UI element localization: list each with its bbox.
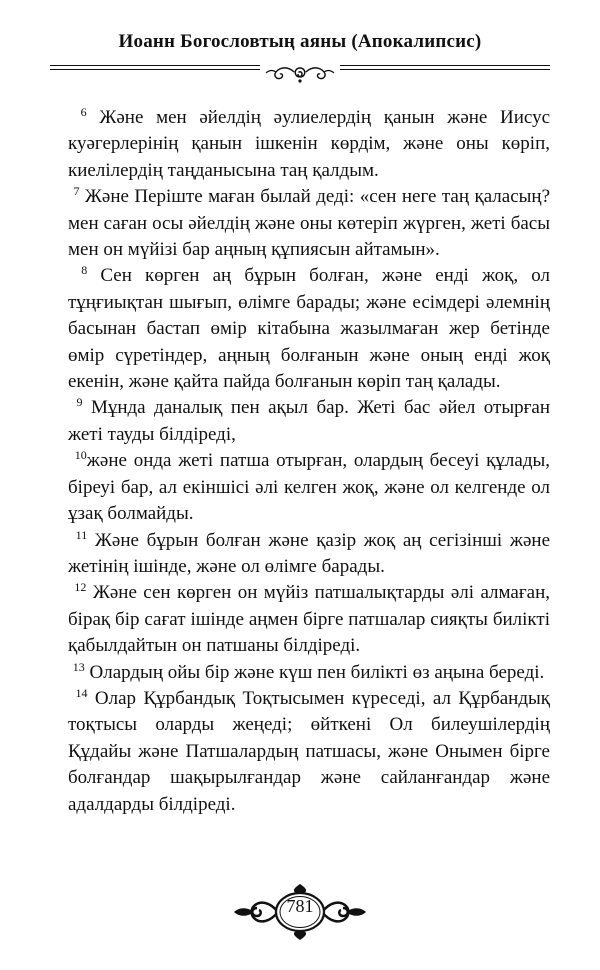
verse-text: Және бұрын болған және қазір жоқ аң сегізінші және жетінің ішінде, және ол өлімге барады. bbox=[68, 529, 550, 577]
verse-number: 11 bbox=[75, 527, 88, 542]
verse-paragraph bbox=[68, 105, 550, 184]
running-header-title: Иоанн Богословтың аяны (Апокалипсис) bbox=[118, 31, 482, 52]
verse-number: 7 bbox=[73, 184, 80, 199]
verse-number: 14 bbox=[75, 685, 88, 700]
verse-paragraph bbox=[68, 580, 550, 659]
verse-number: 9 bbox=[76, 395, 83, 410]
header-ornament-icon bbox=[260, 63, 340, 85]
verse-number: 6 bbox=[80, 105, 87, 119]
verse-number: 12 bbox=[74, 580, 87, 595]
verse-number: 10 bbox=[74, 448, 87, 463]
verse-paragraph bbox=[68, 686, 550, 818]
verse-text: Мұнда даналық пен ақыл бар. Жеті бас әйел отырған жеті тауды білдіреді, bbox=[68, 397, 551, 445]
verse-number: 8 bbox=[81, 263, 88, 278]
verse-text-body bbox=[68, 105, 550, 818]
verse-paragraph bbox=[68, 528, 550, 581]
verse-paragraph bbox=[68, 184, 550, 263]
verse-text: Және мен әйелдің әулиелердің қанын және Иисус куәгерлерінің қанын ішкенін көрдім, және оны көріп, киелілердің таңданысына таң қалдым. bbox=[68, 107, 551, 181]
verse-text: Және Періште маған былай деді: «сен неге таң қаласың? мен саған осы әйелдің және оны көтеріп жүрген, жеті басы мен он мүйізі бар аңның құпиясын айтамын». bbox=[68, 186, 551, 261]
page-number: 781 bbox=[286, 896, 314, 916]
verse-paragraph bbox=[68, 395, 550, 448]
verse-text: Олардың ойы бір және күш пен билікті өз аңына береді. bbox=[89, 661, 545, 683]
verse-paragraph bbox=[68, 263, 550, 395]
verse-text: Сен көрген аң бұрын болған, және енді жоқ, ол тұңғиықтан шығып, өлімге барады; және есімдері әлемнің басынан бастап өмір кітабына жазылмаған жер бетінде өмір сүретіндер, аңның болғанын және оның енді жоқ екенін, және қайта пайда болғанын көріп таң қалады. bbox=[68, 265, 551, 393]
verse-number: 13 bbox=[72, 659, 85, 674]
verse-text: Және сен көрген он мүйіз патшалықтарды әлі алмаған, бірақ бір сағат ішінде аңмен бірге патшалар сияқты билікті қабылдайтын он патшаны білдіреді. bbox=[68, 582, 551, 657]
verse-text: және онда жеті патша отырған, олардың бесеуі құлады, біреуі бар, ал екіншісі әлі келген жоқ, және ол келгенде ол ұзақ болмайды. bbox=[68, 450, 550, 525]
verse-paragraph bbox=[68, 448, 550, 527]
verse-text: Олар Құрбандық Тоқтысымен күреседі, ал Құрбандық тоқтысы оларды жеңеді; өйткені Ол билеушілердің Құдайы және Патшалардың патшасы, және Онымен бірге болғандар шақырылғандар және сайланғандар және адалдарды білдіреді. bbox=[68, 687, 551, 815]
verse-paragraph bbox=[68, 660, 550, 686]
